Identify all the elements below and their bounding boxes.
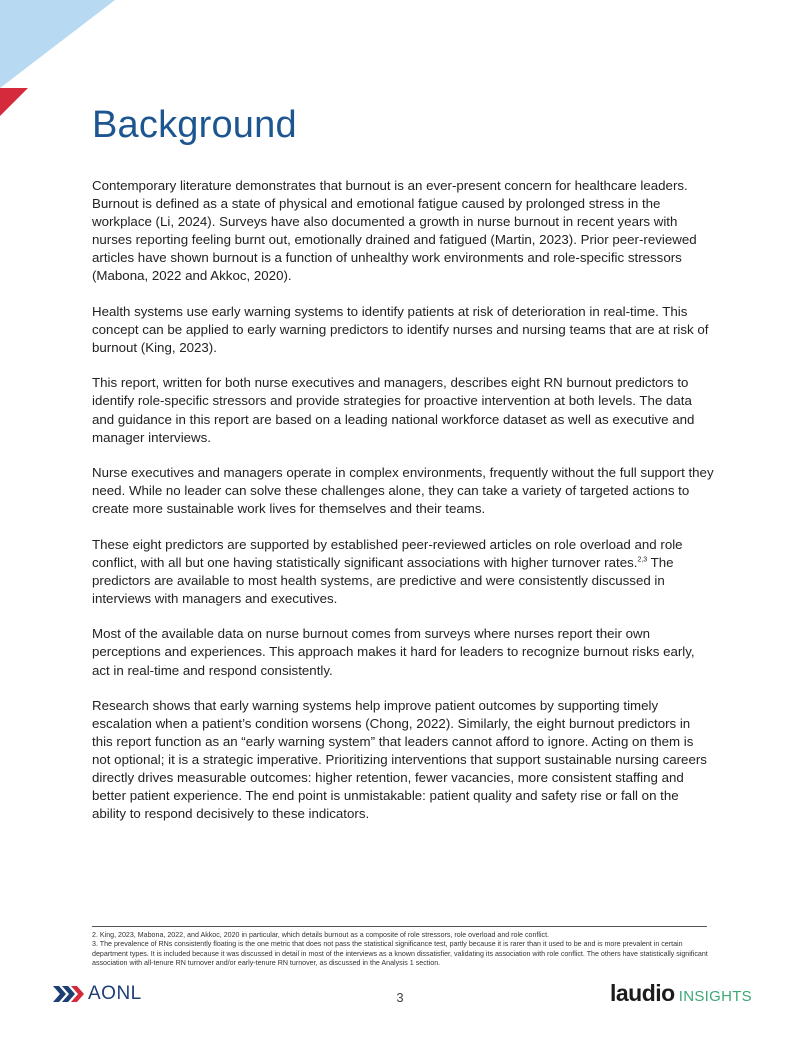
footnote-divider <box>92 926 707 927</box>
paragraph: Nurse executives and managers operate in complex environments, frequently without the full support they need. While no leader can solve these challenges alone, they can take a variety of targeted actions to create more sustainable work lives for themselves and their teams. <box>92 465 714 517</box>
paragraph: Research shows that early warning systems help improve patient outcomes by supporting timely escalation when a patient’s condition worsens (Chong, 2022). Similarly, the eight burnout predictors in this report function as an “early warning system” that leaders cannot afford to ignore. Acting on them is not optional; it is a strategic imperative. Prioritizing interventions that support sustainable nursing careers directly drives measurable outcomes: higher retention, fewer vacancies, more consistent staffing and better patient experience. The end point is unmistakable: patient quality and safety rise or fall on the ability to respond decisively to these indicators. <box>92 698 707 822</box>
insights-logo-text: INSIGHTS <box>678 988 752 1005</box>
aonl-logo-text: AONL <box>88 983 142 1004</box>
aonl-logo <box>53 984 142 1004</box>
footnotes <box>92 931 712 969</box>
paragraph: Contemporary literature demonstrates that burnout is an ever-present concern for healthcare leaders. Burnout is defined as a state of physical and emotional fatigue caused by prolonged stress in the workplace (Li, 2024). Surveys have also documented a growth in nurse burnout in recent years with nurses reporting feeling burnt out, emotionally drained and fatigued (Martin, 2023). Prior peer-reviewed articles have shown burnout is a function of unhealthy work environments and role-specific stressors (Mabona, 2022 and Akkoc, 2020). <box>92 178 697 284</box>
body-text <box>92 177 714 841</box>
paragraph: This report, written for both nurse executives and managers, describes eight RN burnout predictors to identify role-specific stressors and provide strategies for proactive intervention at both levels. The data and guidance in this report are based on a leading national workforce dataset as well as executive and manager interviews. <box>92 375 695 445</box>
paragraph-text: These eight predictors are supported by established peer-reviewed articles on role overload and role conflict, with all but one having statistically significant associations with higher turnover rates. <box>92 536 683 570</box>
paragraph: Health systems use early warning systems to identify patients at risk of deterioration in real-time. This concept can be applied to early warning predictors to identify nurses and nursing teams that are at risk of burnout (King, 2023). <box>92 303 709 355</box>
corner-triangle-graphic <box>0 0 120 120</box>
footnote: 3. The prevalence of RNs consistently floating is the one metric that does not pass the statistical significance test, partly because it is rarer than it used to be and is more prevalent in certain department types. It is included because it was discussed in detail in most of the interviews as a known dissatisfier, validating its association with role conflict. The others have statistically significant association with all-tenure RN turnover and/or early-tenure RN turnover, as discussed in the Analysis 1 section. <box>92 940 708 968</box>
aonl-chevron-logo <box>53 986 85 1002</box>
laudio-logo-text: laudio <box>610 980 675 1006</box>
laudio-insights-logo <box>610 980 752 1007</box>
page-title: Background <box>92 104 297 146</box>
paragraph <box>92 536 714 608</box>
footnote-reference: 2,3 <box>637 556 648 564</box>
footnote: 2. King, 2023, Mabona, 2022, and Akkoc, 2020 in particular, which details burnout as a composite of role stressors, role overload and role conflict. <box>92 931 550 939</box>
page-number: 3 <box>396 990 404 1005</box>
paragraph-text: The predictors are available to most health systems, are predictive and were consistently discussed in interviews with managers and executives. <box>92 554 674 606</box>
paragraph: Most of the available data on nurse burnout comes from surveys where nurses report their own perceptions and experiences. This approach makes it hard for leaders to recognize burnout risks early, act in real-time and respond consistently. <box>92 626 695 678</box>
